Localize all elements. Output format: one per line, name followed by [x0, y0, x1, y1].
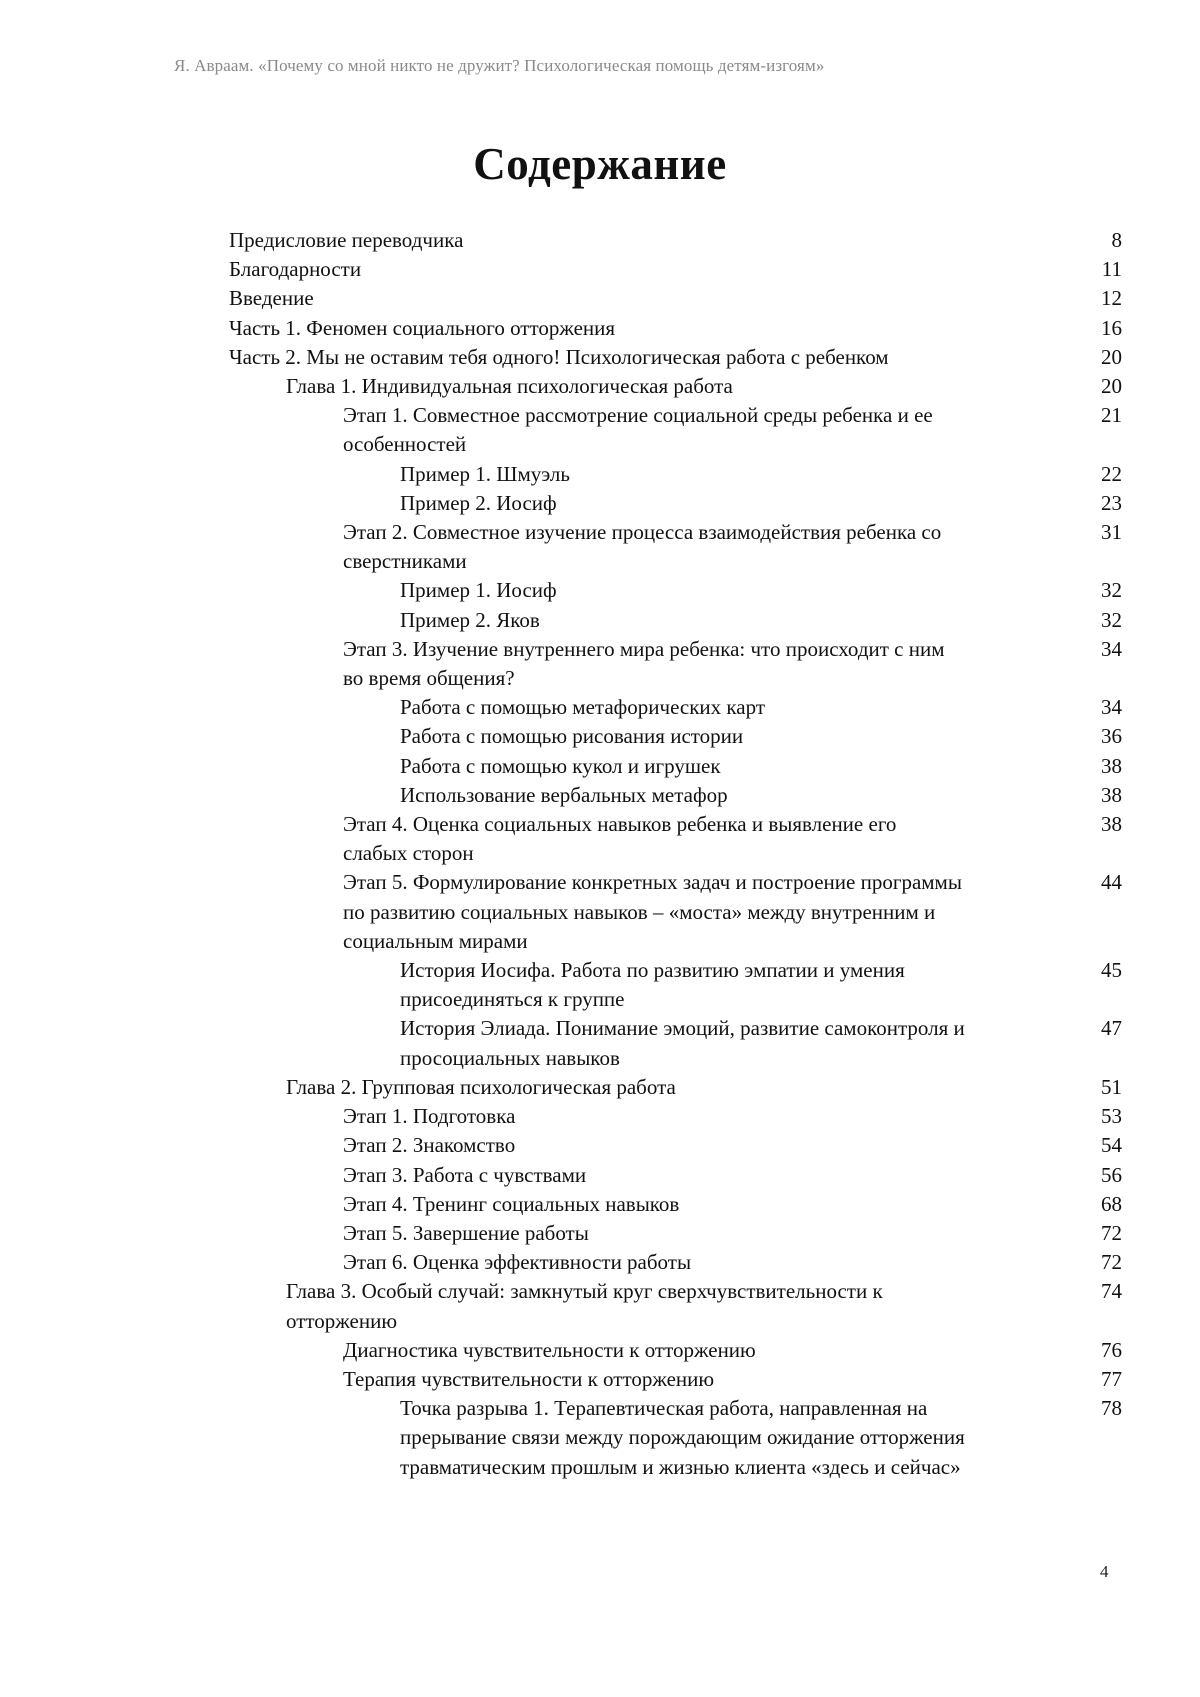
- toc-entry: [229, 693, 1122, 722]
- toc-entry-title: Этап 5. Завершение работы: [343, 1220, 589, 1245]
- toc-entry-page: 76: [1101, 1337, 1122, 1362]
- toc-entry: [229, 343, 1122, 372]
- toc-entry-title: Использование вербальных метафор: [400, 782, 728, 807]
- toc-entry: [229, 401, 1122, 459]
- toc-entry: [229, 1102, 1122, 1131]
- toc-entry-page: 20: [1101, 374, 1122, 399]
- toc-entry-title: Этап 2. Совместное изучение процесса взаимодействия ребенка со сверстниками: [343, 520, 942, 574]
- toc-entry: [229, 1073, 1122, 1102]
- toc-entry: [229, 460, 1122, 489]
- toc-entry: [229, 1161, 1122, 1190]
- toc-entry-page: 8: [1111, 228, 1122, 252]
- toc-entry-title: Пример 2. Иосиф: [400, 490, 557, 515]
- toc-entry: [229, 1248, 1122, 1277]
- toc-entry: [229, 1365, 1122, 1394]
- toc-entry-title: Предисловие переводчика: [229, 228, 464, 252]
- toc-entry-title: Этап 3. Работа с чувствами: [343, 1162, 587, 1187]
- toc-entry: [229, 372, 1122, 401]
- toc-entry-title: Этап 6. Оценка эффективности работы: [343, 1250, 692, 1275]
- toc-entry-title: Точка разрыва 1. Терапевтическая работа, направленная на прерывание связи между порождающим ожидание отторжения травматическим прошлым и жизнью клиента «здесь и сейчас»: [400, 1396, 965, 1479]
- toc-entry-title: История Иосифа. Работа по развитию эмпатии и умения присоединяться к группе: [400, 958, 905, 1012]
- toc-entry-page: 51: [1101, 1074, 1122, 1099]
- toc-entry-page: 53: [1101, 1104, 1122, 1129]
- toc-entry-page: 72: [1101, 1250, 1122, 1275]
- toc-entry: [229, 752, 1122, 781]
- toc-entry: [229, 1190, 1122, 1219]
- toc-entry: [229, 1277, 1122, 1335]
- toc-entry-title: Пример 1. Шмуэль: [400, 461, 570, 486]
- toc-entry: [229, 226, 1122, 255]
- toc-entry-page: 21: [1101, 403, 1122, 428]
- toc-entry-title: Пример 2. Яков: [400, 607, 540, 632]
- toc-entry-title: Введение: [229, 286, 314, 311]
- toc-entry-page: 32: [1101, 607, 1122, 632]
- toc-entry-title: Этап 1. Подготовка: [343, 1104, 516, 1129]
- toc-entry-page: 11: [1101, 257, 1122, 282]
- toc-entry-page: 68: [1101, 1191, 1122, 1216]
- toc-entry-title: Этап 5. Формулирование конкретных задач и построение программы по развитию социальных навыков – «моста» между внутренним и социальным мирами: [343, 870, 962, 953]
- toc-entry: [229, 722, 1122, 751]
- toc-entry-title: Пример 1. Иосиф: [400, 578, 557, 603]
- toc-entry-title: Этап 1. Совместное рассмотрение социальной среды ребенка и ее особенностей: [343, 403, 933, 457]
- toc-entry-page: 78: [1101, 1396, 1122, 1421]
- toc-entry: [229, 1336, 1122, 1365]
- toc-entry-title: Глава 3. Особый случай: замкнутый круг сверхчувствительности к отторжению: [286, 1279, 883, 1333]
- toc-entry: [229, 1394, 1122, 1482]
- toc-entry: [229, 606, 1122, 635]
- toc-entry-page: 56: [1101, 1162, 1122, 1187]
- toc-entry-page: 44: [1101, 870, 1122, 895]
- toc-entry-title: Этап 4. Тренинг социальных навыков: [343, 1191, 680, 1216]
- toc-entry-page: 38: [1101, 812, 1122, 837]
- toc-entry: [229, 489, 1122, 518]
- toc-entry-title: Терапия чувствительности к отторжению: [343, 1366, 715, 1391]
- toc-entry: [229, 781, 1122, 810]
- toc-entry: [229, 1131, 1122, 1160]
- toc-entry-page: 77: [1101, 1366, 1122, 1391]
- toc-entry-title: Часть 2. Мы не оставим тебя одного! Психологическая работа с ребенком: [229, 344, 889, 369]
- toc-entry-page: 22: [1101, 461, 1122, 486]
- toc-entry-page: 23: [1101, 490, 1122, 515]
- toc-entry-page: 54: [1101, 1133, 1122, 1158]
- toc-entry: [229, 284, 1122, 313]
- toc-entry: [229, 576, 1122, 605]
- toc-entry: [229, 255, 1122, 284]
- toc-entry-title: Работа с помощью кукол и игрушек: [400, 753, 721, 778]
- toc-entry: [229, 956, 1122, 1014]
- toc-entry-page: 20: [1101, 344, 1122, 369]
- toc-entry-page: 31: [1101, 520, 1122, 545]
- table-of-contents: [229, 226, 1122, 1482]
- page-title: Содержание: [473, 139, 727, 189]
- toc-entry-page: 45: [1101, 958, 1122, 983]
- toc-entry-page: 72: [1101, 1220, 1122, 1245]
- toc-entry-page: 38: [1101, 753, 1122, 778]
- running-header: Я. Авраам. «Почему со мной никто не дружит? Психологическая помощь детям-изгоям»: [174, 56, 825, 75]
- toc-entry-page: 34: [1101, 695, 1122, 720]
- page-number: 4: [1100, 1562, 1109, 1581]
- toc-entry-title: Этап 4. Оценка социальных навыков ребенка и выявление его слабых сторон: [343, 812, 897, 866]
- toc-entry-title: Этап 3. Изучение внутреннего мира ребенка: что происходит с ним во время общения?: [343, 636, 945, 691]
- toc-entry-title: Глава 2. Групповая психологическая работа: [286, 1074, 676, 1099]
- toc-entry: [229, 1219, 1122, 1248]
- toc-entry-page: 16: [1101, 315, 1122, 340]
- toc-entry: [229, 868, 1122, 956]
- toc-entry-title: Диагностика чувствительности к отторжению: [343, 1337, 756, 1362]
- toc-entry: [229, 810, 1122, 868]
- toc-entry: [229, 1014, 1122, 1072]
- toc-entry-page: 36: [1101, 724, 1122, 749]
- toc-entry-title: Часть 1. Феномен социального отторжения: [229, 315, 616, 340]
- toc-entry-page: 38: [1101, 782, 1122, 807]
- toc-entry-title: Глава 1. Индивидуальная психологическая работа: [286, 374, 733, 399]
- toc-entry-title: Работа с помощью метафорических карт: [400, 695, 766, 720]
- toc-entry-page: 12: [1101, 286, 1122, 311]
- toc-entry: [229, 314, 1122, 343]
- toc-entry-page: 32: [1101, 578, 1122, 603]
- toc-entry-title: Этап 2. Знакомство: [343, 1133, 516, 1158]
- toc-entry-title: Благодарности: [229, 257, 362, 282]
- toc-entry-page: 34: [1101, 636, 1122, 661]
- toc-entry: [229, 635, 1122, 693]
- toc-entry-page: 47: [1101, 1016, 1122, 1041]
- toc-entry-page: 74: [1101, 1279, 1122, 1304]
- toc-entry-title: Работа с помощью рисования истории: [400, 724, 744, 749]
- toc-entry: [229, 518, 1122, 576]
- toc-entry-title: История Элиада. Понимание эмоций, развитие самоконтроля и просоциальных навыков: [400, 1016, 965, 1070]
